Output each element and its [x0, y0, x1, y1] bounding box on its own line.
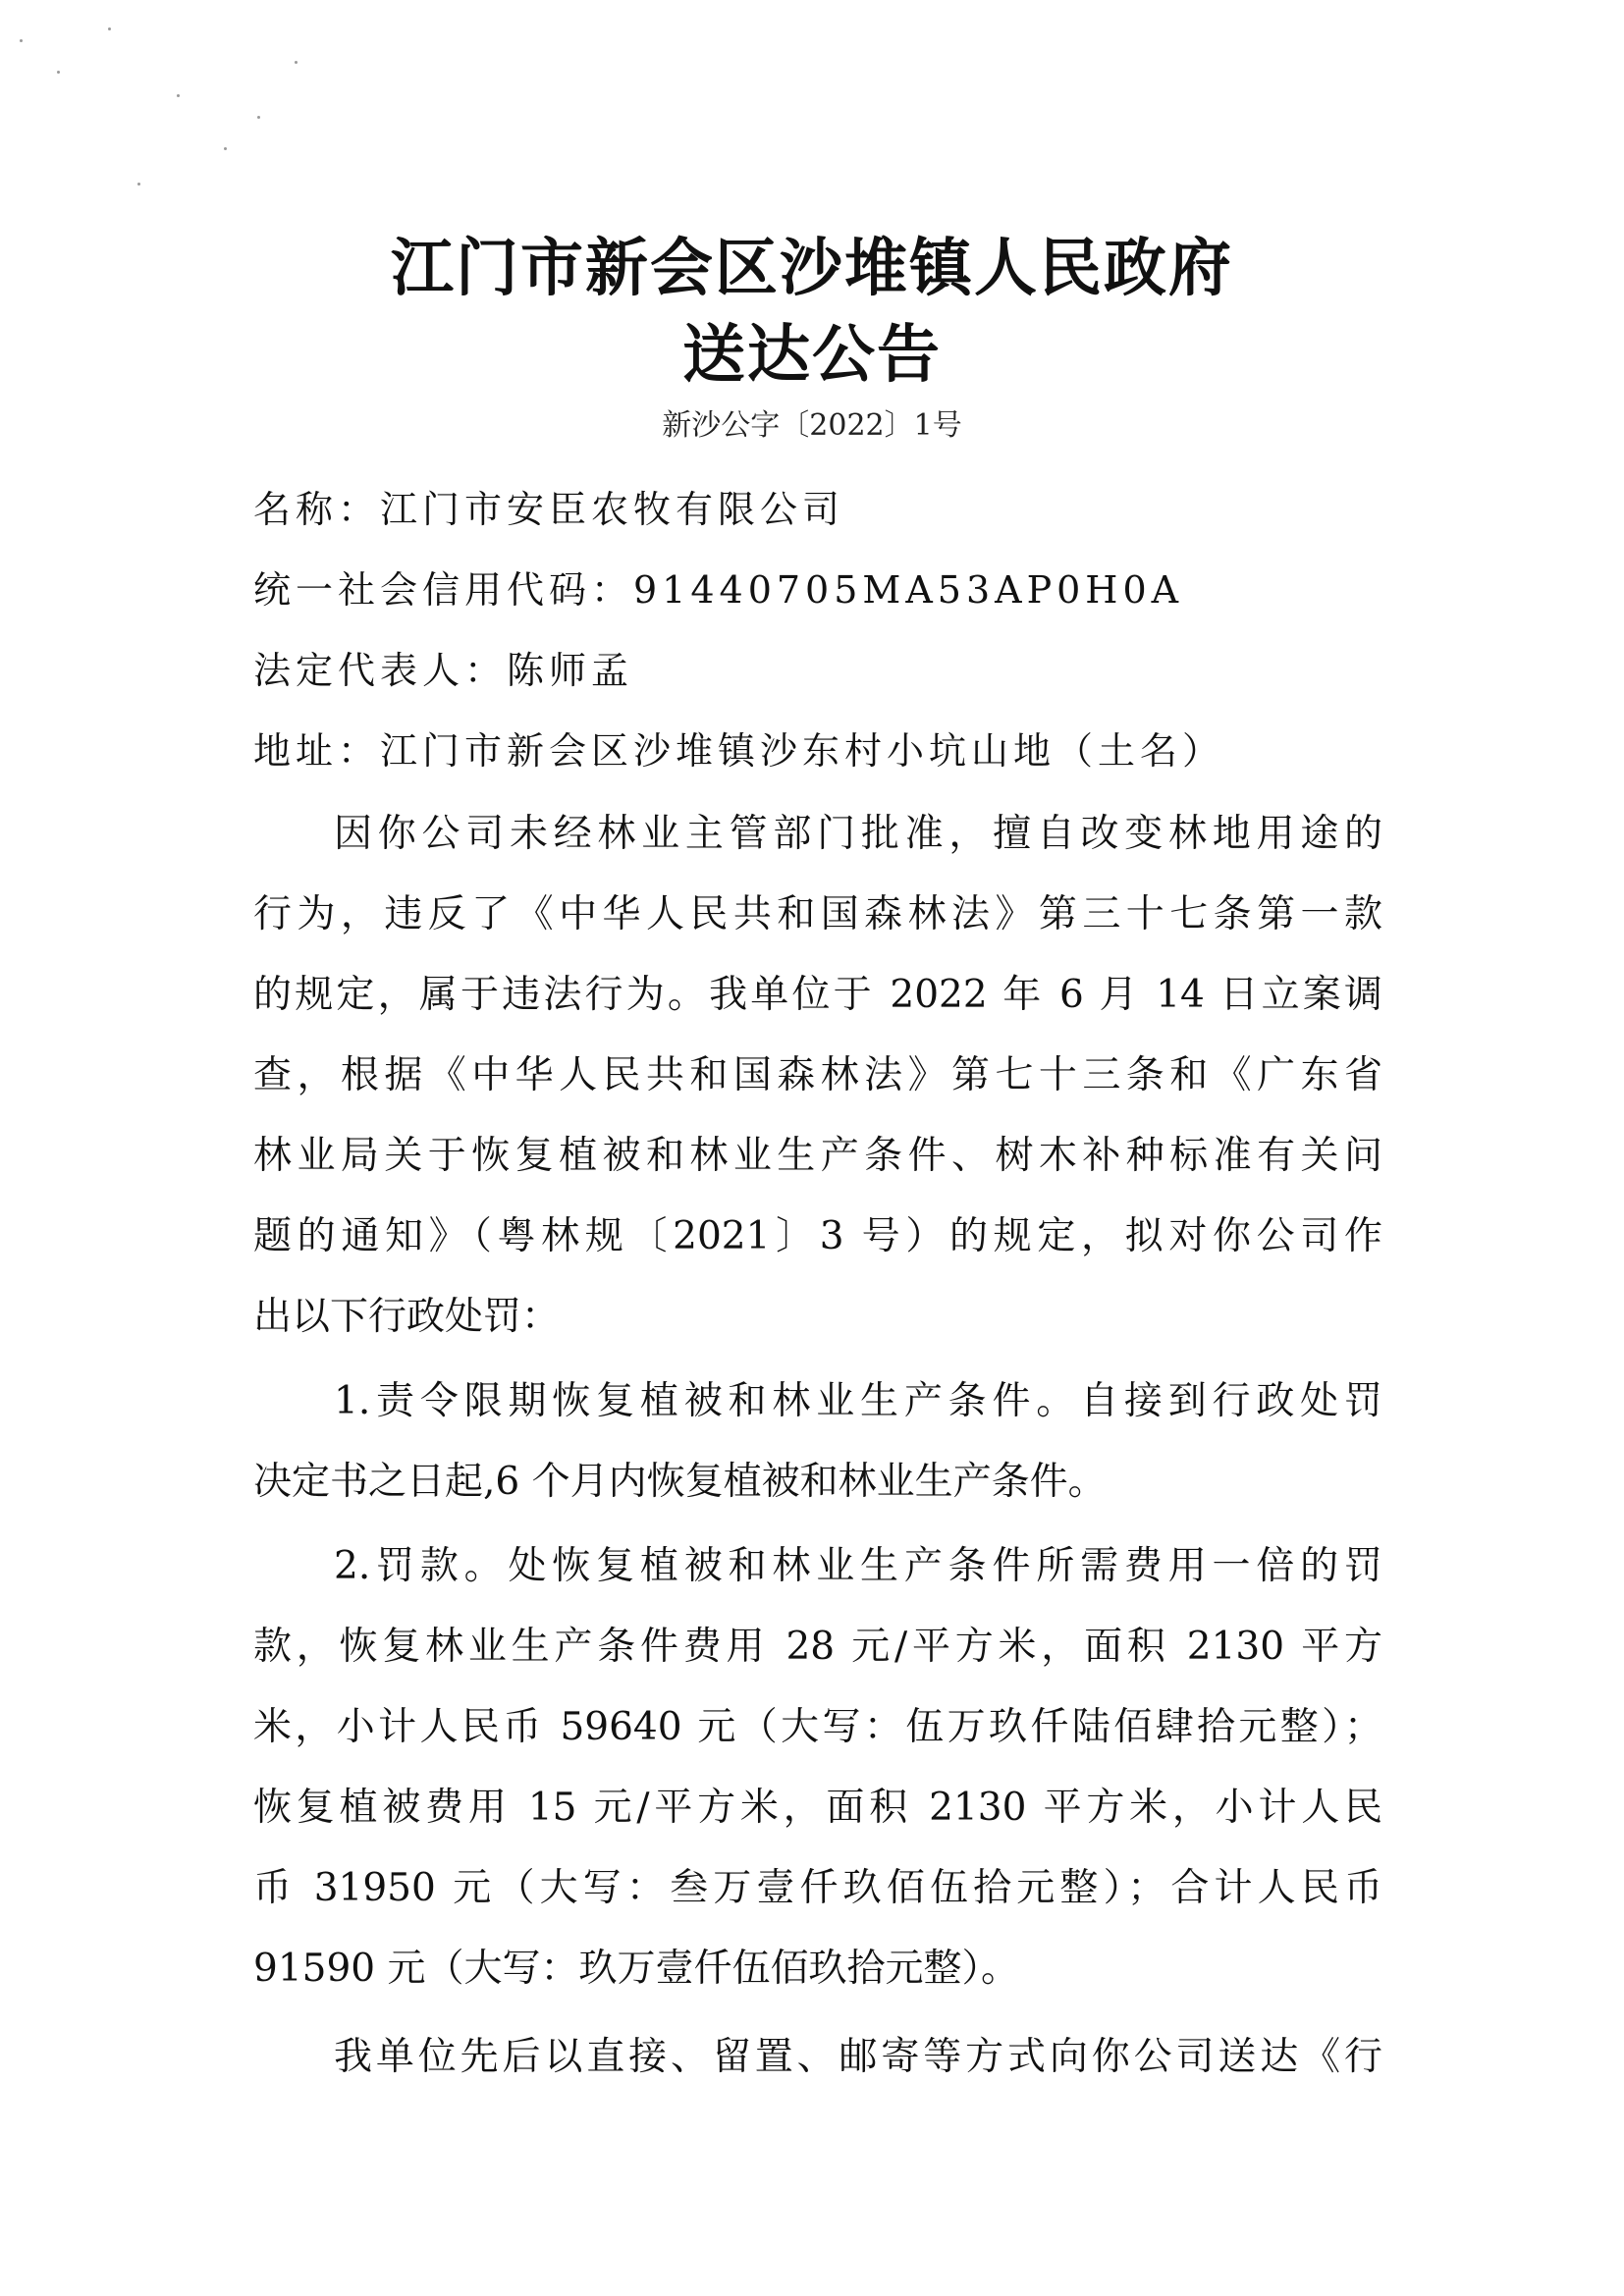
paragraph-line: 出以下行政处罚： [253, 1295, 561, 1339]
paragraph-line: 因你公司未经林业主管部门批准，擅自改变林地用途的 [334, 812, 1382, 856]
paragraph-line: 行为，违反了《中华人民共和国森林法》第三十七条第一款 [253, 892, 1382, 936]
document-title: 江门市新会区沙堆镇人民政府 [391, 233, 1233, 305]
scan-speck [20, 39, 23, 42]
party-address: 地址：江门市新会区沙堆镇沙东村小坑山地（土名） [253, 729, 1225, 773]
paragraph-line: 米，小计人民币 59640 元（大写：伍万玖仟陆佰肆拾元整）； [253, 1705, 1382, 1749]
paragraph-line: 91590 元（大写：玖万壹仟伍佰玖拾元整）。 [253, 1947, 1019, 1991]
scan-speck [177, 94, 180, 97]
paragraph-line: 林业局关于恢复植被和林业生产条件、树木补种标准有关问 [253, 1134, 1382, 1178]
scan-speck [224, 147, 227, 150]
paragraph-line: 查，根据《中华人民共和国森林法》第七十三条和《广东省 [253, 1053, 1382, 1097]
party-credit-code: 统一社会信用代码：91440705MA53AP0H0A [253, 568, 1184, 612]
paragraph-line: 恢复植被费用 15 元/平方米，面积 2130 平方米，小计人民 [253, 1786, 1382, 1830]
document-number: 新沙公字〔2022〕1号 [662, 408, 962, 443]
scan-speck [295, 61, 298, 64]
paragraph-line: 题的通知》（粤林规〔2021〕3 号）的规定，拟对你公司作 [253, 1214, 1382, 1258]
scan-speck [137, 183, 140, 186]
paragraph-line: 2.罚款。处恢复植被和林业生产条件所需费用一倍的罚 [334, 1544, 1382, 1588]
paragraph-line: 我单位先后以直接、留置、邮寄等方式向你公司送达《行 [334, 2035, 1382, 2079]
document-subtitle: 送达公告 [682, 319, 942, 392]
party-legal-representative: 法定代表人：陈师孟 [253, 649, 634, 692]
paragraph-line: 的规定，属于违法行为。我单位于 2022 年 6 月 14 日立案调 [253, 973, 1382, 1017]
paragraph-line: 1.责令限期恢复植被和林业生产条件。自接到行政处罚 [334, 1379, 1382, 1423]
scan-speck [57, 71, 60, 74]
party-name: 名称：江门市安臣农牧有限公司 [253, 488, 845, 531]
scan-speck [257, 116, 260, 119]
paragraph-line: 决定书之日起,6 个月内恢复植被和林业生产条件。 [253, 1460, 1107, 1504]
paragraph-line: 币 31950 元（大写：叁万壹仟玖佰伍拾元整）；合计人民币 [253, 1866, 1382, 1910]
paragraph-line: 款，恢复林业生产条件费用 28 元/平方米，面积 2130 平方 [253, 1625, 1382, 1669]
scan-speck [108, 27, 111, 30]
